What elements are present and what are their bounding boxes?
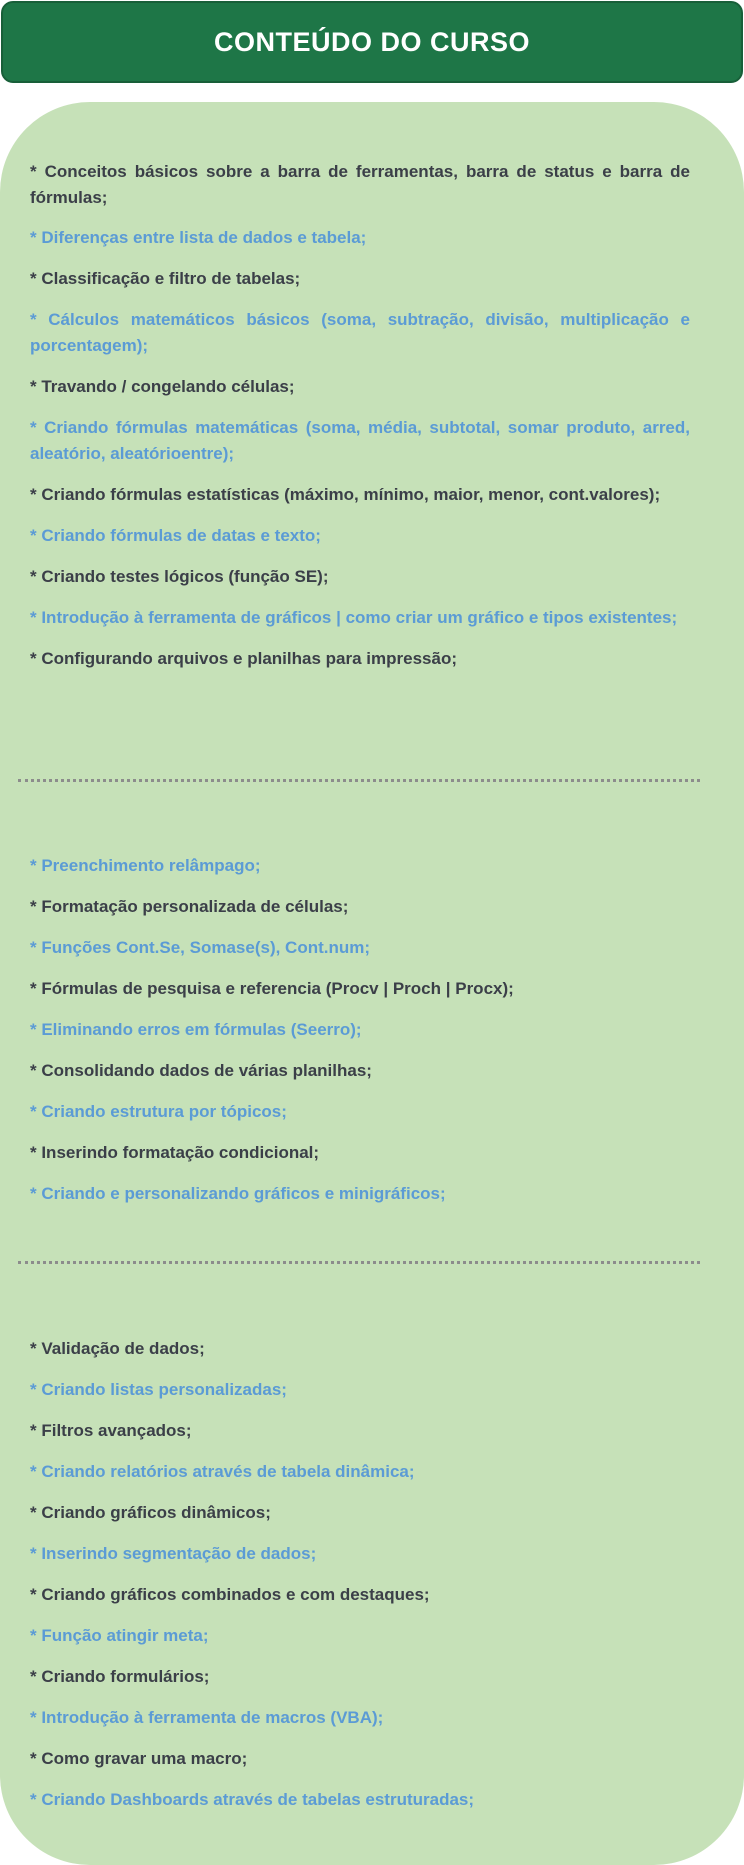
list-item: * Inserindo segmentação de dados; (30, 1544, 317, 1563)
list-item: * Criando fórmulas de datas e texto; (30, 526, 321, 545)
list-item: * Eliminando erros em fórmulas (Seerro); (30, 1020, 362, 1039)
list-item: * Criando formulários; (30, 1667, 210, 1686)
list-item: * Filtros avançados; (30, 1421, 192, 1440)
section-divider (18, 1261, 700, 1264)
header-title: CONTEÚDO DO CURSO (213, 26, 530, 57)
list-item: * Travando / congelando células; (30, 377, 295, 396)
section-intermediate (30, 853, 690, 1207)
list-item: * Conceitos básicos sobre a barra de ferramentas, barra de status e barra de fórmulas; (30, 162, 690, 207)
list-item: * Criando e personalizando gráficos e minigráficos; (30, 1184, 446, 1203)
list-item: * Criando gráficos dinâmicos; (30, 1503, 271, 1522)
list-item: * Consolidando dados de várias planilhas; (30, 1061, 372, 1080)
list-item: * Validação de dados; (30, 1339, 205, 1358)
list-item: * Funções Cont.Se, Somase(s), Cont.num; (30, 938, 371, 957)
list-item: * Preenchimento relâmpago; (30, 856, 261, 875)
list-item: * Criando relatórios através de tabela dinâmica; (30, 1462, 415, 1481)
section-divider (18, 779, 700, 782)
list-item: * Fórmulas de pesquisa e referencia (Procv | Proch | Procx); (30, 979, 514, 998)
list-item: * Como gravar uma macro; (30, 1749, 248, 1768)
list-item: * Introdução à ferramenta de macros (VBA); (30, 1708, 384, 1727)
list-item: * Criando Dashboards através de tabelas estruturadas; (30, 1790, 475, 1809)
list-item: * Cálculos matemáticos básicos (soma, subtração, divisão, multiplicação e porcentagem); (30, 310, 690, 355)
list-item: * Criando fórmulas matemáticas (soma, média, subtotal, somar produto, arred, aleatório, aleatórioentre); (30, 418, 690, 463)
list-item: * Formatação personalizada de células; (30, 897, 349, 916)
section-basic (30, 159, 690, 672)
course-content-header (1, 1, 743, 83)
list-item: * Criando listas personalizadas; (30, 1380, 287, 1399)
list-item: * Criando testes lógicos (função SE); (30, 567, 329, 586)
list-item: * Inserindo formatação condicional; (30, 1143, 320, 1162)
list-item: * Criando estrutura por tópicos; (30, 1102, 287, 1121)
list-item: * Criando fórmulas estatísticas (máximo, mínimo, maior, menor, cont.valores); (30, 485, 661, 504)
list-item: * Classificação e filtro de tabelas; (30, 269, 301, 288)
list-item: * Diferenças entre lista de dados e tabela; (30, 228, 367, 247)
list-item: * Introdução à ferramenta de gráficos | como criar um gráfico e tipos existentes; (30, 608, 678, 627)
section-advanced (30, 1336, 690, 1813)
list-item: * Configurando arquivos e planilhas para impressão; (30, 649, 457, 668)
list-item: * Função atingir meta; (30, 1626, 209, 1645)
list-item: * Criando gráficos combinados e com destaques; (30, 1585, 430, 1604)
